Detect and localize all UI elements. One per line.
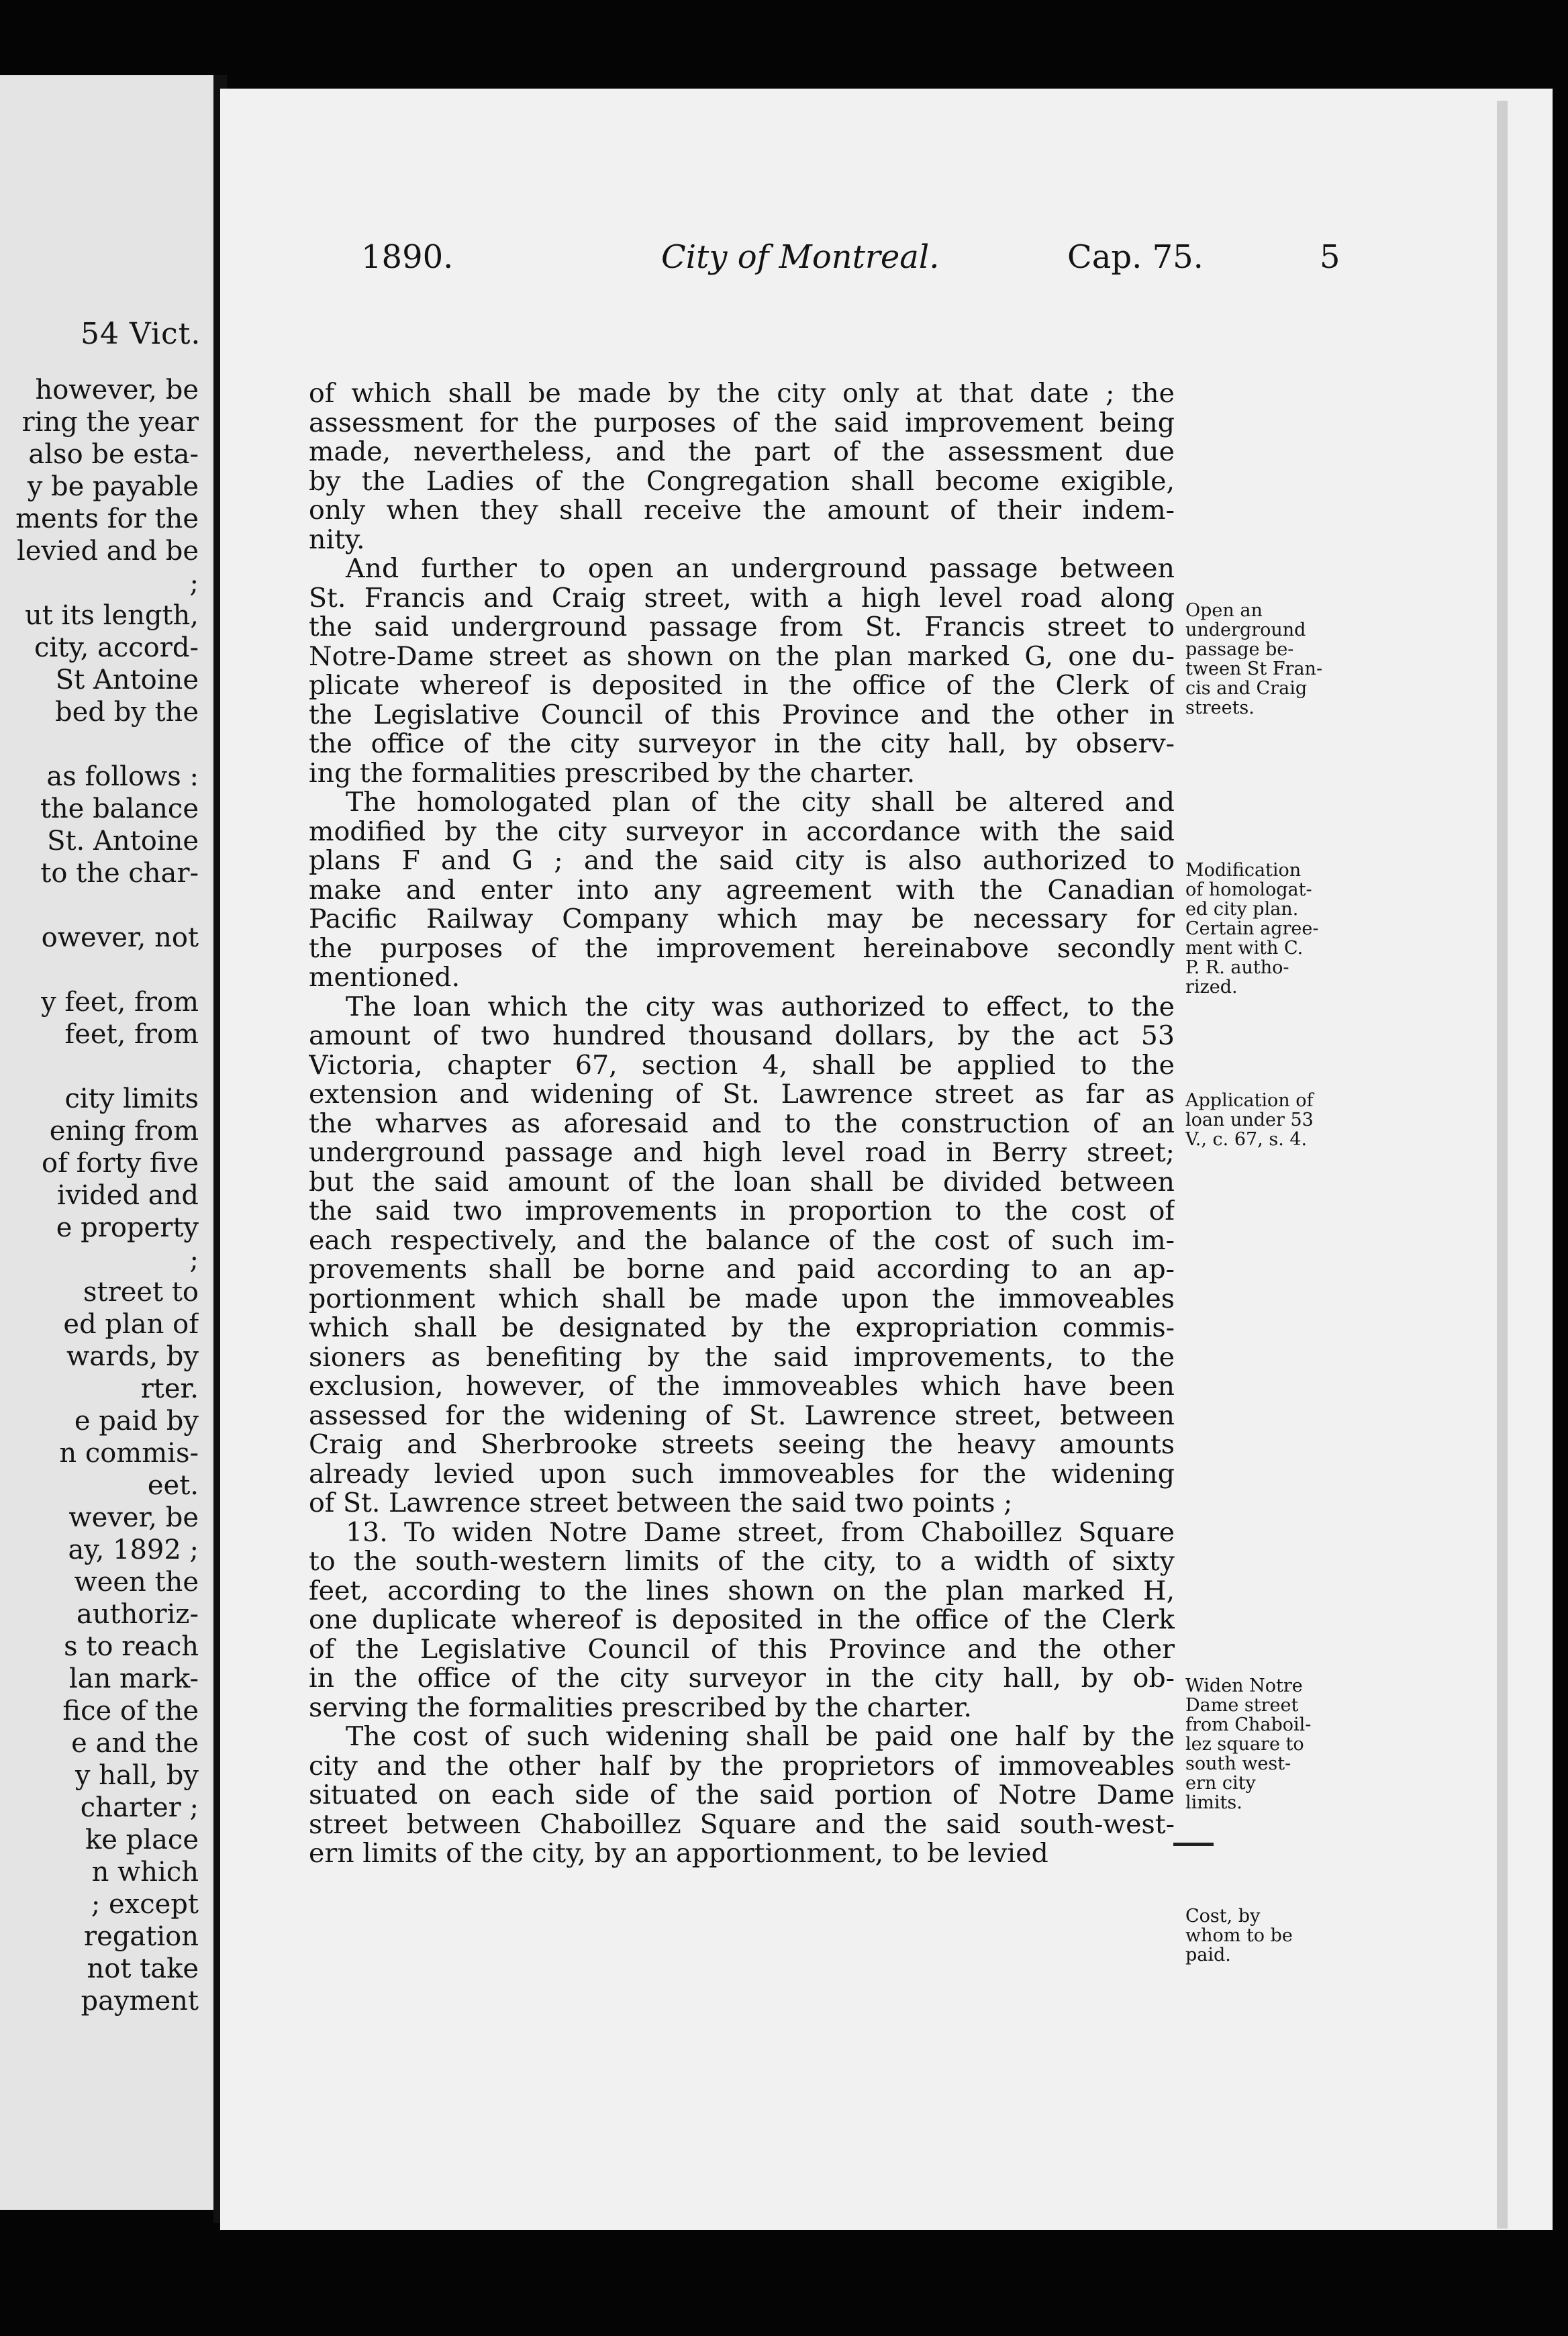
left-page-text bbox=[15, 374, 199, 2017]
body-line: already levied upon such immoveables for the widening bbox=[309, 1459, 1175, 1489]
margin-note-line: ment with C. bbox=[1185, 938, 1304, 959]
left-page-line: e and the bbox=[71, 1728, 199, 1759]
margin-note-line: Certain agree- bbox=[1185, 918, 1319, 939]
body-line: to the south-western limits of the city, to a width of sixty bbox=[309, 1547, 1175, 1577]
body-line: of which shall be made by the city only at that date ; the bbox=[309, 379, 1175, 409]
left-page-line: also be esta- bbox=[28, 439, 199, 470]
left-page-line: ; bbox=[189, 1245, 199, 1275]
ink-mark bbox=[1173, 1843, 1214, 1846]
left-page-line: city, accord- bbox=[34, 632, 199, 663]
left-page-line: bed by the bbox=[54, 697, 199, 728]
margin-note-line: V., c. 67, s. 4. bbox=[1185, 1129, 1308, 1150]
body-line: in the office of the city surveyor in the city hall, by ob- bbox=[309, 1664, 1175, 1694]
left-page-line: levied and be bbox=[16, 536, 199, 567]
body-line: St. Francis and Craig street, with a high level road along bbox=[309, 583, 1175, 613]
body-line: made, nevertheless, and the part of the assessment due bbox=[309, 438, 1175, 467]
left-page-line: wever, be bbox=[68, 1502, 199, 1533]
left-page-line: n commis- bbox=[59, 1438, 199, 1469]
left-page-line: city limits bbox=[64, 1083, 199, 1114]
body-line: city and the other half by the proprietors of immoveables bbox=[309, 1751, 1175, 1781]
margin-note-line: whom to be bbox=[1185, 1925, 1293, 1946]
body-line: one duplicate whereof is deposited in the office of the Clerk bbox=[309, 1606, 1175, 1635]
left-page-line: ween the bbox=[74, 1567, 199, 1598]
margin-note-line: tween St Fran- bbox=[1185, 659, 1323, 679]
body-line: of the Legislative Council of this Province and the other bbox=[309, 1635, 1175, 1664]
left-page-line: ; bbox=[189, 568, 199, 599]
left-page-line: y be payable bbox=[27, 471, 199, 502]
left-page-line: ke place bbox=[85, 1824, 199, 1855]
left-page-line: y feet, from bbox=[41, 987, 199, 1018]
left-page-line: s to reach bbox=[64, 1631, 199, 1662]
left-page-line: ay, 1892 ; bbox=[68, 1535, 199, 1565]
margin-note-line: limits. bbox=[1185, 1792, 1242, 1813]
page-edge bbox=[1497, 101, 1508, 2229]
body-line: only when they shall receive the amount of their indem- bbox=[309, 496, 1175, 526]
left-page bbox=[0, 75, 222, 2210]
body-line: plans F and G ; and the said city is also authorized to bbox=[309, 846, 1175, 876]
left-page-line: authoriz- bbox=[76, 1599, 199, 1630]
body-line: The loan which the city was authorized to effect, to the bbox=[346, 992, 1175, 1022]
body-line: sioners as benefiting by the said improvements, to the bbox=[309, 1343, 1175, 1372]
margin-note-line: Widen Notre bbox=[1185, 1675, 1303, 1696]
body-line: the Legislative Council of this Province and the other in bbox=[309, 700, 1175, 730]
margin-note-line: Modification bbox=[1185, 860, 1302, 881]
body-line: modified by the city surveyor in accordance with the said bbox=[309, 817, 1175, 846]
body-line: The cost of such widening shall be paid one half by the bbox=[346, 1722, 1175, 1752]
body-line: each respectively, and the balance of the cost of such im- bbox=[309, 1226, 1175, 1255]
left-page-line: charter ; bbox=[80, 1792, 199, 1823]
left-page-line bbox=[15, 889, 199, 922]
left-page-line: wards, by bbox=[66, 1341, 199, 1372]
body-line: the wharves as aforesaid and to the construction of an bbox=[309, 1109, 1175, 1138]
margin-note-line: south west- bbox=[1185, 1753, 1291, 1774]
body-line: portionment which shall be made upon the immoveables bbox=[309, 1284, 1175, 1314]
left-page-line: owever, not bbox=[41, 922, 199, 953]
margin-note-line: of homologat- bbox=[1185, 879, 1312, 900]
body-line: amount of two hundred thousand dollars, by the act 53 bbox=[309, 1022, 1175, 1051]
margin-note bbox=[1185, 1091, 1340, 1149]
left-page-line bbox=[15, 954, 199, 986]
left-page-line: ed plan of bbox=[63, 1309, 199, 1340]
page-number: 5 bbox=[1320, 238, 1340, 276]
left-page-line: lan mark- bbox=[68, 1663, 199, 1694]
body-line: Craig and Sherbrooke streets seeing the heavy amounts bbox=[309, 1430, 1175, 1460]
left-page-line: ut its length, bbox=[24, 600, 199, 631]
body-line: extension and widening of St. Lawrence street as far as bbox=[309, 1080, 1175, 1110]
margin-note-line: loan under 53 bbox=[1185, 1110, 1314, 1130]
margin-note bbox=[1185, 601, 1340, 718]
left-page-line: e property bbox=[56, 1212, 199, 1243]
body-line: of St. Lawrence street between the said two points ; bbox=[309, 1489, 1013, 1518]
body-line: which shall be designated by the expropriation commis- bbox=[309, 1314, 1175, 1343]
left-page-line bbox=[15, 728, 199, 761]
left-page-line: of forty five bbox=[42, 1148, 199, 1179]
margin-note-line: paid. bbox=[1185, 1945, 1231, 1965]
body-line: assessed for the widening of St. Lawrence street, between bbox=[309, 1401, 1175, 1430]
page-title: City of Montreal. bbox=[661, 238, 940, 276]
left-page-line: feet, from bbox=[64, 1019, 199, 1050]
left-page-line: payment bbox=[81, 1986, 199, 2016]
left-page-line: ring the year bbox=[21, 407, 199, 438]
body-line: underground passage and high level road in Berry street; bbox=[309, 1138, 1175, 1168]
body-line: make and enter into any agreement with the Canadian bbox=[309, 875, 1175, 905]
body-line: Pacific Railway Company which may be necessary for bbox=[309, 905, 1175, 934]
left-page-line: the balance bbox=[40, 793, 199, 824]
left-page-line: St Antoine bbox=[55, 665, 199, 695]
margin-note-line: ern city bbox=[1185, 1773, 1256, 1794]
margin-note-line: underground bbox=[1185, 620, 1306, 640]
body-line: nity. bbox=[309, 525, 365, 554]
body-line: assessment for the purposes of the said improvement being bbox=[309, 408, 1175, 438]
left-page-line: St. Antoine bbox=[47, 826, 199, 857]
body-line: The homologated plan of the city shall be altered and bbox=[346, 788, 1175, 818]
margin-note-line: passage be- bbox=[1185, 639, 1294, 660]
page-year: 1890. bbox=[361, 238, 454, 276]
margin-note-line: cis and Craig bbox=[1185, 678, 1308, 699]
margin-note-line: rized. bbox=[1185, 977, 1238, 997]
margin-note-line: Open an bbox=[1185, 600, 1263, 621]
body-line: serving the formalities prescribed by the charter. bbox=[309, 1693, 972, 1722]
left-page-line: n which bbox=[91, 1857, 199, 1888]
body-line: situated on each side of the said portion of Notre Dame bbox=[309, 1781, 1175, 1810]
left-page-line bbox=[15, 1051, 199, 1083]
left-page-line: y hall, by bbox=[75, 1760, 199, 1791]
left-page-line: e paid by bbox=[74, 1406, 199, 1437]
body-line: the purposes of the improvement hereinabove secondly bbox=[309, 934, 1175, 963]
body-line: the office of the city surveyor in the city hall, by observ- bbox=[309, 730, 1175, 759]
margin-note-line: P. R. autho- bbox=[1185, 957, 1289, 978]
body-line: Victoria, chapter 67, section 4, shall be applied to the bbox=[309, 1051, 1175, 1080]
margin-note-line: streets. bbox=[1185, 697, 1255, 718]
left-page-line: as follows : bbox=[46, 761, 199, 792]
body-line: the said two improvements in proportion to the cost of bbox=[309, 1197, 1175, 1226]
left-page-line: regation bbox=[84, 1921, 199, 1952]
left-page-line: ; except bbox=[91, 1889, 199, 1920]
body-line: but the said amount of the loan shall be divided between bbox=[309, 1167, 1175, 1197]
margin-note-line: ed city plan. bbox=[1185, 899, 1299, 920]
left-page-line: ivided and bbox=[57, 1180, 199, 1211]
left-page-line: not take bbox=[87, 1953, 199, 1984]
margin-note-line: Dame street bbox=[1185, 1695, 1299, 1716]
left-page-header: 54 Vict. bbox=[81, 317, 201, 351]
body-line: Notre-Dame street as shown on the plan marked G, one du- bbox=[309, 642, 1175, 671]
margin-note bbox=[1185, 1676, 1340, 1812]
body-line: mentioned. bbox=[309, 963, 460, 993]
left-page-line: ening from bbox=[49, 1116, 199, 1147]
margin-note-line: lez square to bbox=[1185, 1734, 1304, 1755]
body-line: by the Ladies of the Congregation shall become exigible, bbox=[309, 467, 1175, 496]
body-line: plicate whereof is deposited in the office of the Clerk of bbox=[309, 671, 1175, 701]
body-line: provements shall be borne and paid according to an ap- bbox=[309, 1255, 1175, 1285]
left-page-line: fice of the bbox=[62, 1696, 199, 1726]
body-line: the said underground passage from St. Francis street to bbox=[309, 613, 1175, 642]
body-line: exclusion, however, of the immoveables which have been bbox=[309, 1372, 1175, 1402]
body-line: And further to open an underground passage between bbox=[346, 554, 1175, 584]
margin-note bbox=[1185, 861, 1340, 997]
margin-note-line: Cost, by bbox=[1185, 1906, 1261, 1927]
left-page-line: ments for the bbox=[15, 503, 199, 534]
body-line: ing the formalities prescribed by the charter. bbox=[309, 759, 916, 788]
body-line: feet, according to the lines shown on the plan marked H, bbox=[309, 1576, 1175, 1606]
left-page-line: street to bbox=[83, 1277, 199, 1308]
body-text bbox=[309, 379, 1175, 1869]
body-line: street between Chaboillez Square and the said south-west- bbox=[309, 1810, 1175, 1839]
left-page-line: however, be bbox=[35, 375, 199, 405]
body-line: 13. To widen Notre Dame street, from Chaboillez Square bbox=[346, 1518, 1175, 1547]
left-page-line: eet. bbox=[147, 1470, 199, 1501]
margin-note-line: Application of bbox=[1185, 1090, 1314, 1111]
margin-note bbox=[1185, 1906, 1340, 1965]
left-page-line: rter. bbox=[140, 1373, 199, 1404]
body-line: ern limits of the city, by an apportionment, to be levied bbox=[309, 1839, 1048, 1869]
margin-note-line: from Chaboil- bbox=[1185, 1714, 1312, 1735]
left-page-line: to the char- bbox=[40, 858, 199, 889]
chapter-label: Cap. 75. bbox=[1067, 238, 1204, 276]
